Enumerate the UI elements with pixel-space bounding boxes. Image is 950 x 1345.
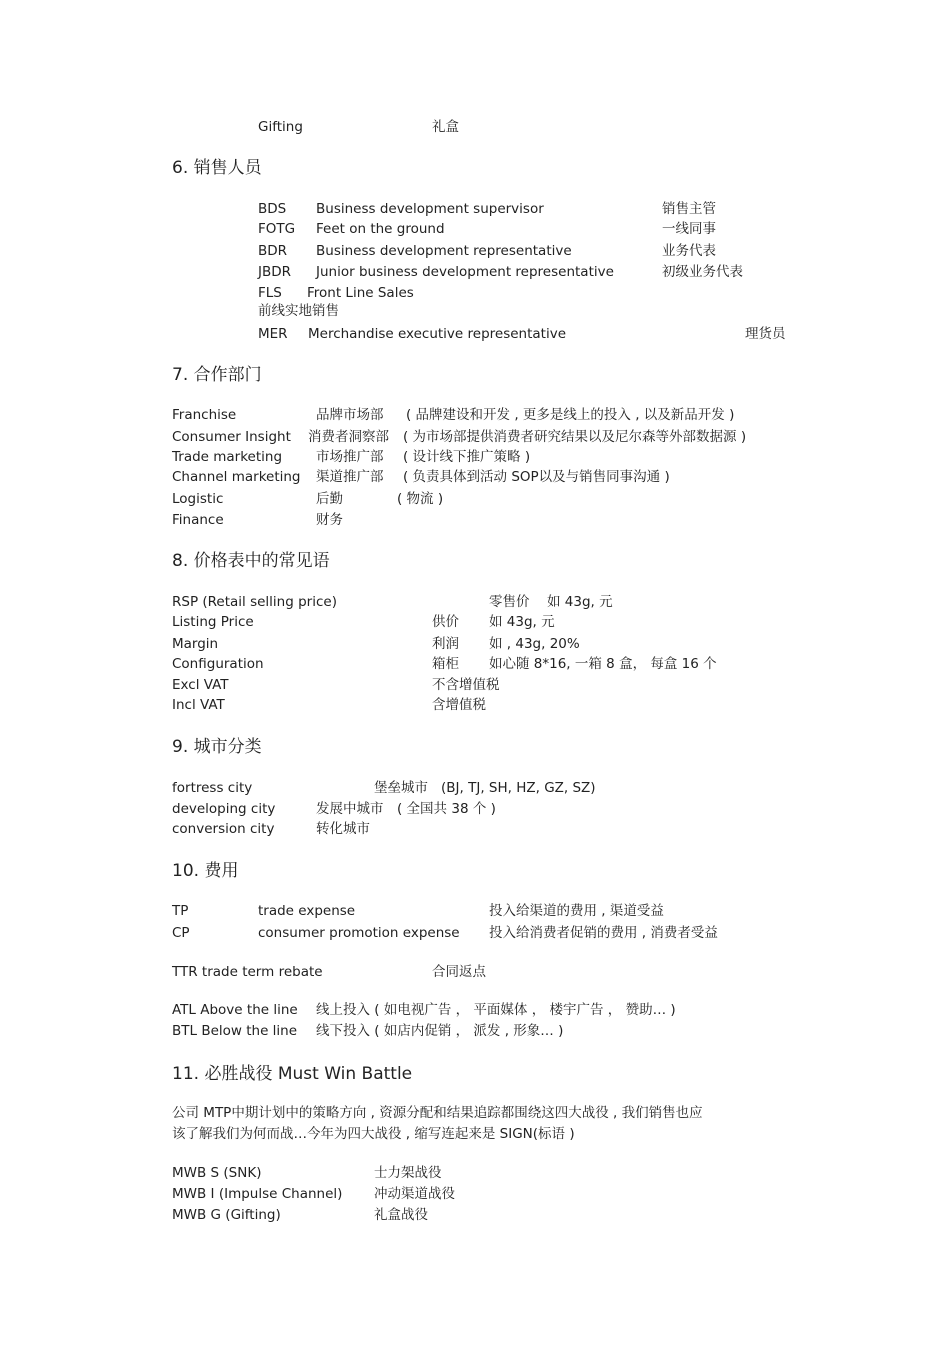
section-10-heading: 10. 费用 [172, 861, 239, 881]
expense-abbr: TP [172, 903, 189, 919]
battle-paragraph-line-2: 该了解我们为何而战…今年为四大战役 , 缩写连起来是 SIGN(标语 ) [172, 1126, 575, 1142]
department-cn: 后勤 [316, 491, 343, 507]
battle-paragraph-line-1: 公司 MTP中期计划中的策略方向 , 资源分配和结果追踪都围绕这四大战役 , 我们销售也应 [172, 1105, 703, 1121]
atl-term: ATL Above the line [172, 1002, 298, 1018]
section-9-heading: 9. 城市分类 [172, 737, 262, 757]
ttr-term: TTR trade term rebate [172, 964, 323, 980]
sales-role-cn: 初级业务代表 [662, 264, 743, 280]
gifting-translation: 礼盒 [432, 119, 459, 135]
city-type-note: (BJ, TJ, SH, HZ, GZ, SZ) [441, 780, 596, 796]
expense-name: consumer promotion expense [258, 925, 460, 941]
section-7-heading: 7. 合作部门 [172, 365, 262, 385]
department-name: Finance [172, 512, 224, 528]
price-term-cn: 供价 [432, 614, 459, 630]
expense-cn: 投入给渠道的费用 , 渠道受益 [489, 903, 664, 919]
department-note: ( 为市场部提供消费者研究结果以及尼尔森等外部数据源 ) [403, 429, 747, 445]
sales-role-name: Feet on the ground [316, 221, 445, 237]
price-term-example: 如 43g, 元 [547, 594, 613, 610]
sales-role-abbr: MER [258, 326, 288, 342]
expense-name: trade expense [258, 903, 356, 919]
department-note: ( 品牌建设和开发 , 更多是线上的投入 , 以及新品开发 ) [406, 407, 735, 423]
sales-role-cn: 销售主管 [662, 201, 716, 217]
department-name: Trade marketing [172, 449, 283, 465]
city-type-cn: 堡垒城市 [374, 780, 428, 796]
department-note: ( 设计线下推广策略 ) [403, 449, 531, 465]
city-type-cn: 转化城市 [316, 821, 370, 837]
department-cn: 市场推广部 [316, 449, 384, 465]
department-cn: 品牌市场部 [316, 407, 384, 423]
price-term-cn: 利润 [432, 636, 459, 652]
price-term-example: 如 43g, 元 [489, 614, 555, 630]
battle-code: MWB I (Impulse Channel) [172, 1186, 343, 1202]
sales-role-abbr: FOTG [258, 221, 296, 237]
department-cn: 财务 [316, 512, 343, 528]
department-cn: 渠道推广部 [316, 469, 384, 485]
sales-role-cn: 理货员 [745, 326, 786, 342]
department-name: Logistic [172, 491, 224, 507]
sales-role-name: Junior business development representative [316, 264, 614, 280]
atl-translation: 线上投入 ( 如电视广告 ， 平面媒体 ， 楼宇广告 ， 赞助… ) [316, 1002, 676, 1018]
expense-cn: 投入给消费者促销的费用 , 消费者受益 [489, 925, 718, 941]
price-term-example: 如 , 43g, 20% [489, 636, 580, 652]
sales-role-abbr: FLS [258, 285, 282, 301]
price-term-cn: 不含增值税 [432, 677, 500, 693]
price-term: Excl VAT [172, 677, 229, 693]
btl-translation: 线下投入 ( 如店内促销 ， 派发 , 形象… ) [316, 1023, 564, 1039]
price-term: Incl VAT [172, 697, 225, 713]
sales-role-abbr: BDR [258, 243, 288, 259]
section-8-heading: 8. 价格表中的常见语 [172, 551, 330, 571]
section-11-heading: 11. 必胜战役 Must Win Battle [172, 1064, 413, 1084]
battle-code: MWB S (SNK) [172, 1165, 262, 1181]
price-term-cn: 含增值税 [432, 697, 486, 713]
sales-role-abbr: BDS [258, 201, 287, 217]
battle-code: MWB G (Gifting) [172, 1207, 281, 1223]
sales-role-name: Business development supervisor [316, 201, 544, 217]
sales-role-cn: 前线实地销售 [258, 303, 339, 319]
ttr-translation: 合同返点 [432, 964, 486, 980]
battle-cn: 冲动渠道战役 [374, 1186, 455, 1202]
sales-role-cn: 一线同事 [662, 221, 716, 237]
price-term: Configuration [172, 656, 264, 672]
gifting-term: Gifting [258, 119, 303, 135]
price-term: Margin [172, 636, 219, 652]
department-name: Consumer Insight [172, 429, 291, 445]
city-type-cn: 发展中城市 [316, 801, 384, 817]
department-note: ( 负责具体到活动 SOP以及与销售同事沟通 ) [403, 469, 670, 485]
city-type: developing city [172, 801, 276, 817]
sales-role-abbr: JBDR [258, 264, 292, 280]
price-term-example: 如心随 8*16, 一箱 8 盒， 每盒 16 个 [489, 656, 717, 672]
city-type: fortress city [172, 780, 253, 796]
sales-role-name: Merchandise executive representative [308, 326, 567, 342]
sales-role-name: Business development representative [316, 243, 572, 259]
department-name: Channel marketing [172, 469, 301, 485]
city-type: conversion city [172, 821, 275, 837]
department-cn: 消费者洞察部 [308, 429, 389, 445]
price-term: Listing Price [172, 614, 254, 630]
sales-role-name: Front Line Sales [307, 285, 414, 301]
battle-cn: 礼盒战役 [374, 1207, 428, 1223]
section-6-heading: 6. 销售人员 [172, 158, 262, 178]
sales-role-cn: 业务代表 [662, 243, 716, 259]
price-term-cn: 零售价 [489, 594, 530, 610]
price-term-cn: 箱柜 [432, 656, 459, 672]
price-term: RSP (Retail selling price) [172, 594, 337, 610]
btl-term: BTL Below the line [172, 1023, 298, 1039]
department-name: Franchise [172, 407, 237, 423]
battle-cn: 士力架战役 [374, 1165, 442, 1181]
city-type-note: ( 全国共 38 个 ) [397, 801, 496, 817]
department-note: ( 物流 ) [397, 491, 444, 507]
expense-abbr: CP [172, 925, 190, 941]
